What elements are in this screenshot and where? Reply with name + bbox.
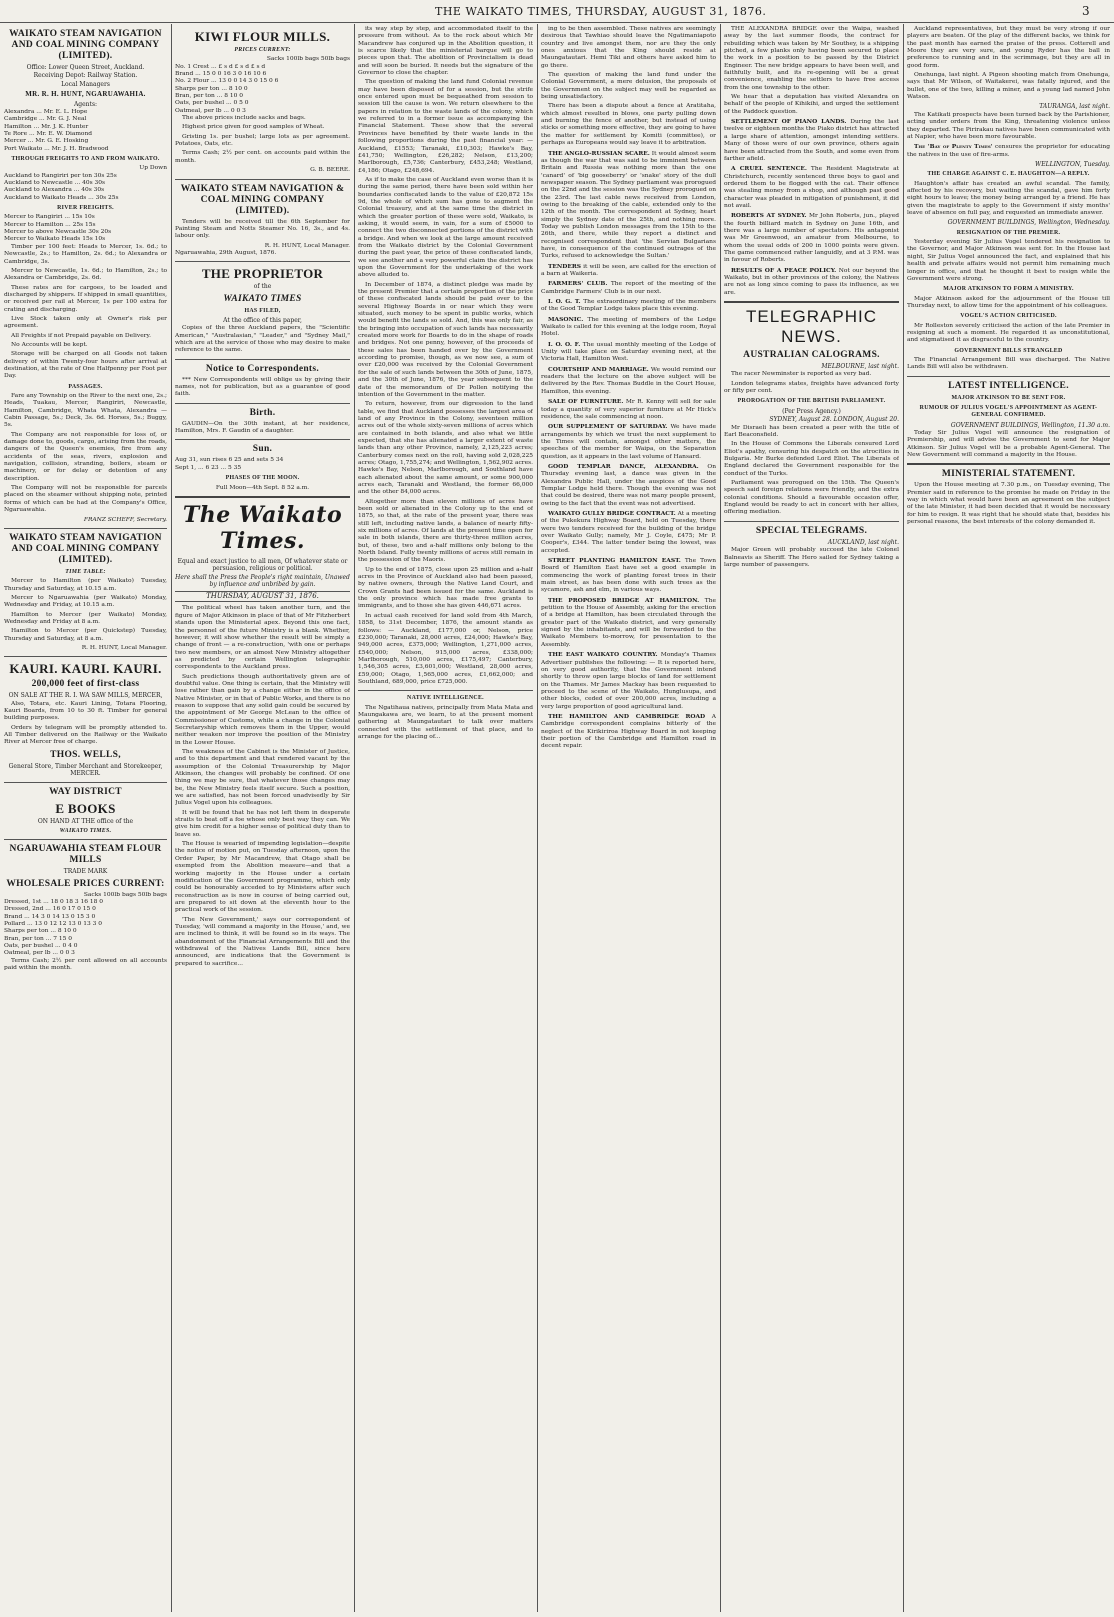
kauri-sub: ON SALE AT THE R. I. WA SAW MILLS, MERCER,	[8, 692, 163, 700]
divider	[175, 496, 350, 498]
proprietor-title: THE PROPRIETOR	[201, 266, 324, 282]
item-body: Not our beyond the Waikato, but in other provinces of the colony, the Natives are not as long since coming to pass its influence, as we are.	[724, 267, 899, 296]
article-paragraph: Auckland representatives, but they must be very strong if our players are beaten. Of the play of the different backs, we think for the past month has earned the praise of the press. Cotterell and Moore they are very sure, and young Ryder has the ball in preference to running and in the scrimmage, but they are all in good form.	[907, 26, 1110, 69]
news-item: In the House of Commons the Liberals censured Lord Eliot's apathy, censuring his despatch on the atrocities in Bulgaria. Mr Burke defended Lord Eliot. The Liberals of England declared the Government responsible for the conduct of the Turks.	[724, 441, 899, 477]
kiwi-note: The above prices include sacks and bags.	[182, 115, 306, 122]
moon-body: Full Moon—4th Sept. 8 52 a.m.	[215, 484, 310, 491]
item-heading: THE HAMILTON AND CAMBRIDGE ROAD	[548, 712, 706, 720]
item-body: censures the proprietor for educating the natives in the use of fire-arms.	[907, 144, 1110, 158]
article-paragraph: Up to the end of 1875, close upon 25 million and a-half acres in the Province of Auckland also had been passed, by native owners, through the Native Land Court, and Crown Grants had been issued for the same. Auckland is the only province which has made free grants to immigrants, and to those she has given 446,671 acres.	[358, 566, 533, 610]
issue-date: THURSDAY, AUGUST 31, 1876.	[175, 591, 350, 602]
prorogation-sub: (Per Press Agency.)	[782, 407, 841, 415]
kiwi-header: Sacks 100lb bags 50lb bags	[266, 56, 350, 63]
list-item: Sharps per ton ... 8 10 0	[4, 928, 77, 935]
item-heading: SETTLEMENT OF PIANO LANDS.	[731, 118, 847, 126]
mill-prices-title: WHOLESALE PRICES CURRENT:	[6, 878, 165, 889]
native-body: The Ngatihaua natives, principally from Mata Mata and Maungakawa are, we learn, to at the present moment gathering at Maungatautari to talk over matters connected with the settlement of that place, and to arrange for the placing of...	[358, 704, 533, 740]
news-item: Mr Disraeli has been created a peer with the title of Earl Beaconsfield.	[724, 424, 899, 438]
column-rule	[354, 24, 355, 1612]
freights-header: Up Down	[139, 165, 167, 172]
vogel-title: VOGEL'S ACTION CRITICISED.	[960, 313, 1057, 320]
article-paragraph: Onehunga, last night. A Pigeon shooting match from Onehunga, says that Mr Wilson, of Waitakerei, was fatally injured, and the bullet, one of the two, killing a miner, and a young lad named John Watson.	[907, 72, 1110, 101]
list-item: Cambridge ... Mr. G. J. Neal	[4, 116, 87, 123]
list-item: Oatmeal, per lb ... 0 0 3	[4, 950, 75, 957]
article-paragraph: As if to make the case of Auckland even worse than it is during the same period, there have been sold within her boundaries confiscated lands to the value of £20,872 15s 9d, the whole of which sum has gone to augment the Colonial treasury, and at the same time the district in which the greater portion of these were sold, Waikato, is asking, it would seem, in vain, for a sum of £5000 to connect the two disconnected portions of the district with a bridge. And when we look at the large amount received from the Waikato district by the Colonial Government during the past year, the price of these confiscated lands, we see another and a very powerful claim the district has upon the Government for the undertaking of the work above alluded to.	[358, 176, 533, 279]
liability-body: The Company are not responsible for loss of, or damage done to, goods, cargo, arising from the roads, dangers of the Queen's enemies, fire from any accidents of the seas, rivers, explosion and navigation, collision, stranding, boilers, steam or machinery, or for delay or detention of any description.	[4, 431, 167, 482]
local-manager: MR. R. H. HUNT, NGARUAWAHIA.	[25, 90, 146, 99]
divider	[4, 528, 167, 529]
divider	[175, 359, 350, 360]
leader-paragraph: 'The New Government,' says our correspondent of Tuesday, 'will command a majority in the House,' and, we are inclined to think, it will be found so in its ways. The abandonment of the Financial Arrangements Bill and the withdrawal of the Natives Lands Bill, since here announced, are indications that the Government is prepared to sacrifice...	[175, 916, 350, 967]
list-item: Dressed, 2nd ... 16 0 17 0 15 0	[4, 906, 96, 913]
passages-body: Fare any Township on the River to the next one, 2s.; Heads, Tuakau, Mercer, Rangiriri, Newcastle, Hamilton, Cambridge, Whata Whata, Alexandra — Cabin Passage, 5s.; Deck, 3s. 6d. Horses, 5s.; Buggy, 5s.	[4, 393, 167, 429]
article-paragraph: We hear that a deputation has visited Alexandra on behalf of the people of Kihikihi, and urged the settlement of the Paddock question.	[724, 94, 899, 115]
item-heading: ROBERTS AT SYDNEY.	[731, 212, 807, 220]
list-item: Dressed, 1st ... 18 0 18 3 16 18 0	[4, 899, 104, 906]
proprietor-filed: HAS FILED,	[244, 307, 281, 314]
item-body: On Thursday evening last, a dance was given in the Alexandra Public Hall, under the auspices of the Good Templar Lodge held there. Though the evening was not that could be desired, there was not many people present, owing to the fact that the event was not advertised.	[541, 463, 716, 507]
column-5	[724, 26, 899, 1612]
item-heading: I. O. G. T.	[548, 298, 581, 306]
dateline-place: SYDNEY, August 28. LONDON, August 20.	[769, 416, 899, 424]
item-body: The extraordinary meeting of the members of the Good Templar Lodge takes place this evening.	[541, 299, 716, 313]
kiwi-note-3: Gristing 1s. per bushel; large lots as per agreement. Potatoes, Oats, etc.	[175, 133, 350, 148]
prorogation-title: PROROGATION OF THE BRITISH PARLIAMENT.	[737, 398, 886, 405]
news-item: Upon the House meeting at 7.30 p.m., on Tuesday evening, The Premier said in reference to the promise he made on Friday in the way in which what would have been an agreement on the subject of the late Minister, it had been decided that it would be necessary for him to resign. It was right that he should state that, besides his personal reasons, the best interests of the colony demanded it.	[907, 482, 1110, 526]
page-number: 3	[1082, 4, 1090, 18]
ministerial-title: MINISTERIAL STATEMENT.	[941, 469, 1076, 480]
freights-title: THROUGH FREIGHTS TO AND FROM WAIKATO.	[11, 156, 160, 163]
company-title: WAIKATO STEAM NAVIGATION AND COAL MINING COMPANY (LIMITED).	[9, 29, 162, 61]
item-heading: SALE OF FURNITURE.	[548, 398, 624, 406]
leader-paragraph: It will be found that he has not left them in desperate straits to beat off a foe whose only best way they can. We give him credit for a higher sense of political duty than to leave so.	[175, 809, 350, 838]
waybill-title: WAY DISTRICT	[49, 786, 122, 797]
news-item: The racer Newminster is reported as very bad.	[731, 371, 872, 378]
proprietor-of: of the	[253, 283, 272, 291]
proprietor-paper: WAIKATO TIMES	[223, 293, 302, 304]
latest-title: LATEST INTELLIGENCE.	[948, 380, 1069, 391]
article-paragraph: Altogether more than eleven millions of acres have been sold or alienated in the Colony up to the end of 1875, so that, at the rate of the present year, there was still left, including native lands, a balance of nearly fifty-six millions of acres. Of lands at the present time open for sale in both islands, there are thirty-three million acres, but, of these, two and a-half millions only belong to the North Island. Fully twenty millions of acres still remain in the possession of the Maoris.	[358, 498, 533, 564]
timetable-title: TIME TABLE:	[65, 568, 106, 575]
item-body: A Cambridge correspondent complains bitterly of the neglect of the Kirikiriroa Highway Board in not keeping their portion of the Cambridge and Hamilton road in decent repair.	[541, 713, 716, 750]
item-body: We have made arrangements by which we trust the next supplement to the Times will contain, amongst other matters, the speeches of the member for Waipa, on the Separation question, as it appears in the last volume of Hansard.	[541, 424, 716, 460]
item-heading: COURTSHIP AND MARRIAGE.	[548, 365, 649, 373]
item-heading: THE PROPOSED BRIDGE AT HAMILTON.	[548, 596, 700, 604]
article-paragraph: THE ALEXANDRA BRIDGE over the Waipa, washed away by the last summer floods, the contract for rebuilding which was taken by Mr Southey, is a shipping pitched, a few planks only having been secured to place the work in a position to be passed by the District Engineer. The new bridge appears to have been well, and faithfully built, and its re-opening will be a great convenience, enabling the settlers to have free access from the one township to the other.	[724, 26, 899, 91]
agents-label: Agents:	[73, 100, 98, 108]
item-body: Mr John Roberts, jun., played the fourth billiard match in Sydney on June 16th, and there was a large number of spectators. His antagonist was Mr Greenwood, an amateur from Melbourne, to whom the usual odds of 200 in 1000 points were given. The game commenced rather languidly, and at 3 P.M. was in favour of Roberts.	[724, 213, 899, 264]
item-heading: GOOD TEMPLAR DANCE, ALEXANDRA.	[548, 462, 699, 470]
list-item: Hamilton ... Mr. J. K. Hunter	[4, 123, 89, 130]
storage-note: Storage will be charged on all Goods not taken delivery of within Twenty-four hours after arrival at destination, at the rate of One Halfpenny per Foot per Day.	[4, 351, 167, 380]
secretary-sign: FRANZ SCHEFF, Secretary.	[83, 516, 167, 523]
wsn-date: Ngaruawahia, 29th August, 1876.	[175, 249, 277, 256]
item-heading: A CRUEL SENTENCE.	[731, 165, 807, 173]
list-item: Oats, per bushel ... 0 4 0	[4, 943, 78, 950]
list-item: Bran, per ton ... 8 10 0	[175, 93, 243, 100]
news-item: Major Atkinson asked for the adjournment of the House till Thursday next, to allow time for the appointment of his colleagues.	[907, 295, 1110, 309]
list-item: Mercer to Hamilton ... 25s 15s	[4, 221, 96, 228]
list-item: Brand ... 14 3 0 14 13 0 15 3 0	[4, 913, 96, 920]
item-body: The usual monthly meeting of the Lodge of Unity will take place on Saturday evening next, at the Victoria Hall, Hamilton West.	[541, 341, 716, 363]
dateline-place: MELBOURNE, last night.	[821, 363, 899, 371]
kiwi-note-4: Terms Cash; 2½ per cent. on accounts paid within the month.	[175, 150, 350, 164]
list-item: Mercer to Hamilton (per Waikato) Tuesday, Thursday and Saturday, at 10.15 a.m.	[4, 578, 167, 592]
news-item: Major Green will probably succeed the late Colonel Balneavis as Sheriff. The Hero sailed for Sydney taking a large number of passengers.	[724, 547, 899, 568]
kiwi-prices-title: PRICES CURRENT:	[234, 47, 291, 53]
item-heading: STREET PLANTING HAMILTON EAST.	[548, 557, 681, 565]
dateline-place: GOVERNMENT BUILDINGS, Wellington, 11.30 a.m.	[950, 421, 1110, 429]
mill-header: Sacks 100lb bags 50lb bags	[83, 891, 167, 898]
item-body: Monday's Thames Advertiser publishes the following: — It is reported here, on very good authority, that the Government intend shortly to throw open large blocks of land for settlement on the Thames. Mr James Mackay has been requested to proceed to the scene of the Waikato, Hunglusupa, and other blocks, ceded of over 200,000 acres, including a very large proportion of good agricultural land.	[541, 652, 716, 710]
item-body: The Resident Magistrate at Christchurch, recently sentenced three boys to gaol and ordered them to be flogged with the cat. Their offence was stealing money from a shop, and although past good character was pleaded in mitigation of punishment, it did not avail.	[724, 166, 899, 209]
list-item: Te Rore ... Mr. E. W. Diamond	[4, 131, 93, 137]
mercer-rates: Mercer to Newcastle, 1s. 6d.; to Hamilton, 2s.; to Alexandra or Cambridge, 2s. 6d.	[4, 267, 167, 282]
haughton-title: THE CHARGE AGAINST C. E. HAUGHTON—A REPLY.	[927, 171, 1090, 178]
notice-body: *** New Correspondents will oblige us by giving their names, not for publication, but as a guarantee of good faith.	[175, 376, 350, 398]
article-paragraph: In actual cash received for land sold from 4th March, 1858, to 31st December, 1876, the amount stands as follows: — Auckland, £177,000 or, Nelson, price £230,000; Taranaki, 28,000 acres, £24,000; Hawke's Bay, 949,000 acres, £375,000; Wellington, 1,271,000 acres, £540,000; Nelson, 915,000 acres, £338,000; Marlborough, 510,000 acres, £175,497; Canterbury, 1,546,305 acres, £3,601,000; Westland, 28,000 acres, £59,000; Otago, 1,565,000 acres, £1,662,000; and Southland, 689,000, price £725,000.	[358, 612, 533, 685]
accounts-note: No Accounts will be kept.	[11, 341, 88, 348]
list-item: Oatmeal, per lb ... 0 0 3	[175, 107, 246, 114]
motto: Equal and exact justice to all men, Of whatever state or persuasion, religious or political.	[177, 557, 348, 573]
list-item: No. 1 Crest ... £ s d £ s d £ s d	[175, 63, 266, 70]
list-item: Bran, per ton ... 7 15 0	[4, 935, 72, 942]
list-item: Sept 1, ... 6 23 ... 5 35	[175, 464, 242, 471]
item-heading: OUR SUPPLEMENT OF SATURDAY.	[548, 423, 668, 431]
leader-paragraph: The House is wearied of impending legislation—despite the notice of motion put, on Tuesday afternoon, upon the Order Paper, by Mr Macandrew, that Otago shall be exempted from the Abolition measure—and that a working majority in the House under a certain modification of the Government programme, which only could be honourably acceded to by Ministers after such reconstruction as is now in course of being carried out, are prepared to sit down at the eleventh hour to the practical work of the session.	[175, 841, 350, 914]
passages-title: PASSAGES.	[68, 383, 103, 390]
news-item: Parliament was prorogued on the 15th. The Queen's speech said foreign relations were friendly, and the extra colonial conditions. Should a favourable occasion offer, England would be ready to act in concert with her allies, offering mediation.	[724, 480, 899, 516]
motto-2: Here shall the Press the People's right maintain, Unawed by influence and unbribed by gain.	[175, 573, 350, 589]
column-rule	[720, 24, 721, 1612]
dateline-place: TAURANGA, last night.	[1039, 103, 1110, 111]
kiwi-title: KIWI FLOUR MILLS.	[194, 29, 331, 44]
item-heading: THE EAST WAIKATO COUNTRY.	[548, 651, 658, 659]
column-rule	[903, 24, 904, 1612]
news-item: Yesterday evening Sir Julius Vogel tendered his resignation to the Governor, and Major Atkinson was sent for. In the House last night, Sir Julius Vogel announced the fact, and explained that his health and private affairs would not permit him remaining much longer in office, and that he thought it best to resign while the Government were strong.	[907, 239, 1110, 282]
item-body: The petition to the House of Assembly, asking for the erection of a bridge at Hamilton, has been circulated through the greater part of the Waikato district, and very generally signed by the inhabitants, and will be forwarded to the Waikato Members to-morrow, for presentation to the Assembly.	[541, 597, 716, 648]
kauri-amount: 200,000 feet of first-class	[31, 679, 140, 690]
wells-sub: General Store, Timber Merchant and Storekeeper, MERCER.	[8, 762, 163, 778]
divider	[4, 839, 167, 840]
river-freights-title: RIVER FREIGHTS.	[57, 205, 114, 212]
newspaper-title: The Waikato Times.	[182, 501, 343, 554]
item-heading: I. O. O. F.	[548, 340, 581, 348]
company-depot: Receiving Depot: Railway Station.	[33, 72, 138, 80]
column-1	[4, 26, 167, 1612]
kauri-body: Also, Totara, etc. Kauri Lining, Totara Flooring, Kauri Boards, from 10 to 30 ft. Timber for general building purposes.	[4, 700, 167, 722]
article-paragraph: The question of making the land fund under the Colonial Government, a mere delusion, the proposals of the Government on the subject may well be regarded as being unsatisfactory.	[541, 72, 716, 101]
birth-title: Birth.	[249, 407, 276, 418]
list-item: Auckland to Waikato Heads ... 30s 25s	[4, 194, 119, 201]
item-body: it will be seen, are called for the erection of a barn at Waikeria.	[541, 263, 716, 277]
column-3	[358, 26, 533, 1612]
birth-body: GAUDIN—On the 30th instant, at her residence, Hamilton, Mrs. F. Gaudin of a daughter.	[175, 420, 350, 435]
item-heading: MASONIC.	[548, 315, 584, 323]
list-item: No. 2 Flour ... 13 0 0 14 3 0 15 0 6	[175, 78, 279, 85]
ws-title: WAIKATO STEAM NAVIGATION AND COAL MINING COMPANY (LIMITED).	[9, 532, 162, 565]
dateline-place: GOVERNMENT BUILDINGS, Wellington, Wednesday.	[947, 219, 1110, 227]
proprietor-at: At the office of this paper,	[223, 316, 302, 324]
sun-title: Sun.	[252, 444, 273, 455]
item-heading: WAIKATO GULLY BRIDGE CONTRACT.	[548, 509, 676, 517]
waybill-paper: WAIKATO TIMES.	[59, 827, 112, 834]
leader-paragraph: The political wheel has taken another turn, and the figure of Major Atkinson in place of that of Mr Fitzherbert stands upon the Ministerial apex. Beyond this one fact, the personnel of the future Ministry is a blank. Whether, however, it will show whether the result will be simply a change of front — a re-construction, 'with one or perhaps two new members, or an almost New Ministry altogether as predicted by certain Wellington telegraphic correspondents to the Auckland press.	[175, 605, 350, 671]
divider	[175, 261, 350, 262]
agent-title: MAJOR ATKINSON TO BE SENT FOR.	[951, 394, 1066, 401]
divider	[724, 521, 899, 522]
wsn-title: WAIKATO STEAM NAVIGATION & COAL MINING COMPANY (LIMITED).	[180, 183, 345, 216]
item-heading: TENDERS	[548, 262, 582, 270]
australian-title: AUSTRALIAN CALOGRAMS.	[743, 350, 880, 361]
news-item: The Financial Arrangement Bill was discharged. The Native Lands Bill will also be withdrawn.	[907, 356, 1110, 371]
item-body: Mr R. Kenny will sell for sale today a quantity of very superior furniture at Mr Hick's residence, the sale commencing at noon.	[541, 399, 716, 420]
list-item: Auckland to Newcastle ... 40s 30s	[4, 180, 106, 187]
list-item: Brand ... 15 0 0 16 3 0 16 10 6	[175, 71, 267, 78]
dateline-place: AUCKLAND, last night.	[827, 538, 899, 546]
item-heading: FARMERS' CLUB.	[548, 280, 608, 288]
list-item: Aug 31, sun rises 6 25 and sets 5 34	[175, 457, 284, 464]
list-item: Hamilton to Mercer (per Quickstep) Tuesday, Thursday and Saturday, at 8 a.m.	[4, 628, 167, 642]
native-title: NATIVE INTELLIGENCE.	[407, 695, 484, 702]
list-item: Alexandra ... Mr. E. L. Hope	[4, 108, 88, 115]
dateline-place: WELLINGTON, Tuesday.	[1035, 160, 1110, 168]
column-rule	[171, 24, 172, 1612]
divider	[907, 463, 1110, 465]
list-item: Port Waikato ... Mr. J. H. Bradwood	[4, 145, 109, 152]
mill-note: Terms Cash; 2½ per cent allowed on all accounts paid within the month.	[4, 957, 167, 972]
article-paragraph: ing to be then assembled. These natives are seemingly desirous that Tawhiao should leave the Ngatimaniapoto country and live amongst them, nor are they the only ones anxious that the King should reside at Maungatautari. Hemi Tiki and others have asked him to go there.	[541, 26, 716, 69]
divider	[907, 376, 1110, 377]
rates-note: These rates are for cargoes, to be loaded and discharged by shippers. If shipped in small quantities, or received per rail at Mercer, 1s per 100 extra for crating and discharging.	[4, 284, 167, 313]
atkinson-title: MAJOR ATKINSON TO FORM A MINISTRY.	[943, 286, 1074, 293]
item-heading: THE ANGLO-RUSSIAN SCARE.	[548, 149, 650, 157]
mill-brand: TRADE MARK	[63, 868, 108, 876]
item-body: The meeting of members of the Lodge Waikato is called for this evening at the lodge room, Royal Hotel.	[541, 316, 716, 338]
article-paragraph: There has been a dispute about a fence at Aratitaha, which almost resulted in blows, one party pulling down and burning the fence of another, but instead of using sticks or something more effective, they are going to have the matter for settlement by Komiti (committee), or perhaps as Europeans would say leave it to arbitration.	[541, 103, 716, 147]
wells-name: THOS. WELLS,	[50, 749, 121, 760]
liability-body-2: The Company will not be responsible for parcels placed on the steamer without shipping note, printed forms of which can be had at the Company's Office, Ngaruawahia.	[4, 485, 167, 514]
column-6	[907, 26, 1110, 1612]
wsn-body: Tenders will be received till the 6th September for Painting Steam and Notts Steamer No. 16, 3s., and 4s. labour only.	[175, 218, 350, 240]
list-item: Hamilton to Mercer (per Waikato) Monday, Wednesday and Friday at 8 a.m.	[4, 611, 167, 625]
news-item: London telegrams states, freights have advanced forty or fifty per cent.	[724, 380, 899, 395]
timetable-sign: R. H. HUNT, Local Manager.	[81, 644, 167, 651]
kauri-title: KAURI. KAURI. KAURI.	[9, 661, 162, 677]
list-item: Auckland to Alexandra ... 40s 30s	[4, 187, 105, 194]
timber-rates: Timber per 100 feet: Heads to Mercer, 1s. 6d.; to Newcastle, 2s.; to Hamilton, 2s. 6d.; to Alexandra or Cambridge, 3s.	[4, 243, 167, 265]
special-title: SPECIAL TELEGRAMS.	[755, 525, 868, 536]
list-item: Sharps per ton ... 8 10 0	[175, 85, 248, 92]
divider	[724, 301, 899, 303]
list-item: Pollard ... 13 0 12 12 13 0 13 3 0	[4, 921, 102, 928]
item-body: The report of the meeting of the Cambridge Farmers' Club is in our next.	[541, 281, 716, 295]
rumour-title: RUMOUR OF JULIUS VOGEL'S APPOINTMENT AS AGENT-GENERAL CONFIRMED.	[919, 404, 1098, 419]
kauri-body-2: Orders by telegram will be promptly attended to. All Timber delivered on the Railway or the Waikato River at Mercer free of charge.	[4, 724, 167, 746]
notice-title: Notice to Correspondents.	[205, 363, 320, 374]
item-body: During the last twelve or eighteen months the Piako district has attracted a large share of attention, amongst intending settlers. Many of those were of our own province, others again have been attracted from the South, and some even from farther afield.	[724, 119, 899, 162]
list-item: Mercer to Rangiriri ... 15s 10s	[4, 214, 95, 221]
news-item: Today Sir Julius Vogel will announce the resignation of Premiership, and will advise the Government to send for Major Atkinson. Sir Julius Vogel will be a probable Agent-General. The New Government will command a majority in the House.	[907, 430, 1110, 459]
list-item: Mercer ... Mr. G. E. Hosking	[4, 138, 89, 145]
masthead	[0, 0, 1114, 23]
divider	[4, 782, 167, 783]
divider	[4, 656, 167, 657]
list-item: Mercer to Waikato Heads 15s 10s	[4, 236, 106, 243]
item-body: At a meeting of the Pukekura Highway Board, held on Tuesday, there were two tenders received for the building of the bridge over Waikato Gully; namely, Mr J. Coyle, £475; Mr P. Cooper's, £344. The latter tender being the lowest, was accepted.	[541, 510, 716, 554]
article-paragraph: In December of 1874, a distinct pledge was made by the present Premier that a certain proportion of the price of these confiscated lands should be paid over to the several Highway Boards in or near which they were situated, such money to be spent in public works, which would benefit the lands so sold. And, this was only fair, as the bringing into occupation of such lands has necessarily created more work for Boards to do in the shape of roads and bridges. Not one penny, however, of the proceeds of these sales has been handed over by the Government according to promise, though, as we now see, a sum of over £20,000 was received by the Colonial Government for the sale of such lands between the 30th of June, 1875, and the 30th of June, 1876, the year subsequent to the date of the memorandum of Dr Pollen notifying the intention of the Government in the matter.	[358, 281, 533, 398]
newspaper-header-title: THE WAIKATO TIMES, THURSDAY, AUGUST 31, 1876.	[435, 5, 767, 18]
waybill-body: ON HAND AT THE office of the	[37, 817, 134, 825]
article-paragraph: The question of making the land fund Colonial revenue may have been disposed of for a session, but the strife once entered upon must be bequeathed from session to session till the cause is won. We return elsewhere to the papers in relation to the waste lands of the colony, which we referred to in a former issue as accompanying the Financial Statement. These show that the several Provinces have benefited by their waste lands in the following proportions during the past financial year: — Auckland, £1553; Taranaki, £10,303; Hawke's Bay, £41,750; Wellington, £26,282; Nelson, £13,200; Marlborough, £5,736; Canterbury, £453,248; Westland, £4,186; Otago, £248,694.	[358, 79, 533, 174]
item-body: It would almost seem as though the war that was said to be imminent between Britain and Russia was nothing more than the one 'canard' of 'big gooseberry' or 'snake' story of the dull newspaper season. The Sydney parliament was prorogued on the 22nd and the session was the Sydney prorogued on the 23rd. The last cable news received from London, owing to the breaking of the cable, extended only to the 12th of the month. The correspondent at Sydney, heart simply the Sydney date of the 25th, and nothing more. Today we publish London messages from the 15th to the 26th, and there, while they report a distinct and recognised correspondent that 'the Servian Bulgarians have, in consequence of the continued outrages of the Turks, refused to acknowledge the Sultan.'	[541, 150, 716, 260]
list-item: Oats, per bushel ... 0 5 0	[175, 100, 249, 107]
divider	[175, 403, 350, 404]
list-item: Mercer to Ngaruawahia (per Waikato) Monday, Wednesday and Friday, at 10.15 a.m.	[4, 594, 167, 609]
leader-paragraph: Such predictions though authoritatively given are of doubtful value. One thing is certain, that the Ministry will lose rather than gain by a change either in the office of Native Minister, or in that of Public Works, and there is no reason to suppose that any solid gain could be secured by the appointment of Mr George McLean to the office of Commissioner of Customs, while a change in the Colonial Secretaryship which removes them in the Upper, would neither weaken nor improve the position of the Ministry in the Lower House.	[175, 673, 350, 746]
kiwi-sign: G. B. BEERE.	[310, 167, 350, 174]
agent-label: Local Managers	[61, 80, 110, 88]
news-item: Haughton's affair has created an awful scandal. The family, affected by his recovery, but waiting the scandal, gave him forty eight hours to leave; the money being arranged by a friend. He has given the magistrate to apply to the Government if sixty months' leave of absence on full pay, and requested an immediate answer.	[907, 180, 1110, 217]
item-body: We would remind our readers that the lecture on the above subject will be delivered by the Rev. Thomas Buddle in the Court House, Hamilton, this evening.	[541, 366, 716, 395]
agents-list	[4, 109, 167, 153]
divider	[175, 179, 350, 180]
moon-title: PHASES OF THE MOON.	[225, 475, 300, 482]
divider	[175, 439, 350, 440]
list-item: Mercer to above Newcastle 30s 20s	[4, 229, 112, 236]
waybill-sub: E BOOKS	[55, 800, 116, 816]
kiwi-note-2: Highest price given for good samples of Wheat.	[182, 124, 325, 131]
live-stock-note: Live Stock taken only at Owner's risk per agreement.	[4, 315, 167, 330]
leader-paragraph: The weakness of the Cabinet is the Minister of Justice, and to this department and that rendered vacant by the assumption of the Colonial Treasurership by Major Atkinson, the changes will probably be confined. Of one thing we may be sure, that whatever those changes may be, the New Ministry feels itself secure. Such a position, we are satisfied, has not been forced unadvisedly by Sir Julius Vogel upon his colleagues.	[175, 749, 350, 807]
divider	[358, 690, 533, 691]
item-heading: The 'Bay of Plenty Times'	[914, 143, 993, 151]
resignation-title: RESIGNATION OF THE PREMIER.	[956, 229, 1061, 236]
column-4	[541, 26, 716, 1612]
article-paragraph: its way step by step, and accommodated itself to the pressure from without. As to the rock about which Mr Macandrew has conjured up in the Abolition question, it is scarce likely that the ministerial barque will go to pieces upon that. The abolition of Provincialism is dead and will soon be buried. It needs but the signature of the Governor to close the chapter.	[358, 26, 533, 77]
news-item: The Katikati prospects have been turned back by the Parishioner, acting under orders from the King, threatening violence unless they departed. The Pirirakau natives have been communicated with at Napier, who have been more favourable.	[907, 111, 1110, 140]
news-item: Mr Rolleston severely criticised the action of the late Premier in resigning at such a moment. He regarded it as unconstitutional, and stigmatised it as disgraceful to the country.	[907, 322, 1110, 344]
wsn-sign: R. H. HUNT, Local Manager.	[264, 242, 350, 249]
bills-title: GOVERNMENT BILLS STRANGLED	[954, 347, 1063, 354]
column-2	[175, 26, 350, 1612]
list-item: Auckland to Rangiriri per ton 30s 25s	[4, 172, 117, 179]
item-heading: RESULTS OF A PEACE POLICY.	[731, 266, 837, 274]
mill-title: NGARUAWAHIA STEAM FLOUR MILLS	[9, 844, 162, 866]
company-office: Office: Lower Queen Street, Auckland.	[26, 64, 145, 71]
telegraphic-title: TELEGRAPHIC NEWS.	[746, 307, 877, 347]
column-rule	[537, 24, 538, 1612]
prepaid-note: All Freights if not Prepaid payable on Delivery.	[11, 332, 151, 339]
article-paragraph: To return, however, from our digression to the land table, we find that Auckland possesses the largest area of land of any Province in the Colony, seventeen million acres out of the whole sixty-seven millions of acres which are contained in both islands, and also what we little expected, that she has alienated a larger extent of waste lands than any other Province, namely, 2,125,223 acres; Canterbury comes next on the roll, having sold 2,028,225 acres; Otago, 1,755,274; and Wellington, 1,562,902 acres. Hawke's Bay, Nelson, Marlborough, and Southland have each alienated about the same amount, or some 900,000 acres each, Taranaki and Westland, the former 66,000 and the other 84,000 acres.	[358, 401, 533, 496]
item-body: The Town Board of Hamilton East have set a good example in commencing the work of planting forest trees in their main street, as has been done with such trees as the sycamore, ash and elm, in various ways.	[541, 558, 716, 594]
proprietor-body: Copies of the three Auckland papers, the "Scientific American," "Australasian," "Leader," and "Sydney Mail," which are at the service of those who may desire to make reference to the same.	[175, 325, 350, 354]
